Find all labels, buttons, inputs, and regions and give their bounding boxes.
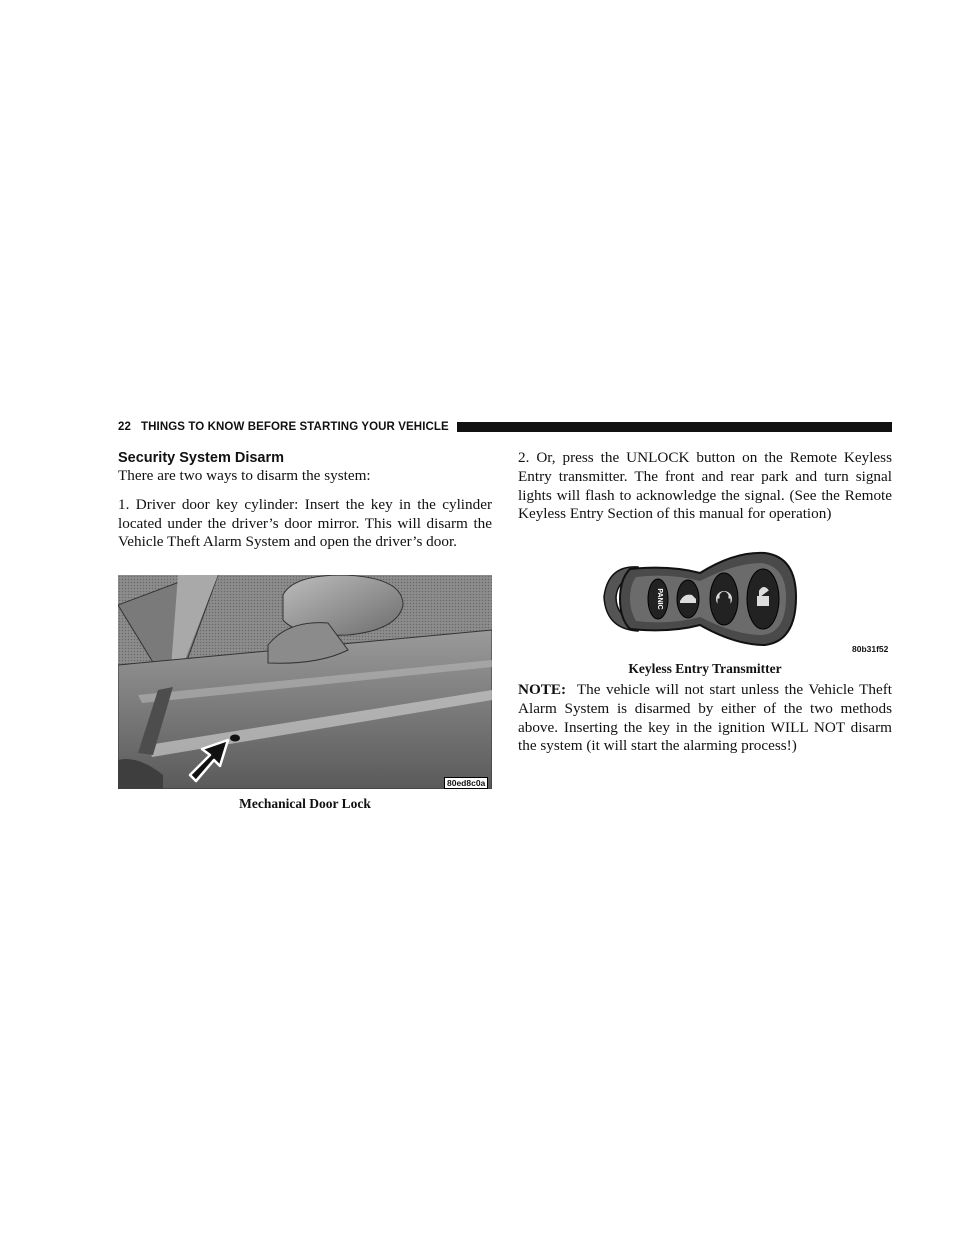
note-paragraph [518,681,892,756]
keyless-entry-transmitter-illustration [600,549,800,649]
fob-figure-caption: Keyless Entry Transmitter [628,661,782,676]
intro-paragraph: There are two ways to disarm the system: [118,467,371,484]
left-column [118,449,492,552]
page-number: 22 [118,421,131,433]
unlock-icon [758,588,768,605]
section-heading: Security System Disarm [118,450,285,466]
panic-label: PANIC [656,588,663,610]
note-text: The vehicle will not start unless the Vehicle Theft Alarm System is disarmed by either of the two methods above. Inserting the key in the ignition WILL NOT disarm the system (it will start the alarming process!) [518,681,892,755]
header-rule [457,422,892,432]
step-2-paragraph: 2. Or, press the UNLOCK button on the Remote Keyless Entry transmitter. The front and rear park and turn signal lights will flash to acknowledge the signal. (See the Remote Keyless Entry Section of this manual for operation) [518,449,892,523]
door-figure-caption: Mechanical Door Lock [239,796,371,811]
door-figure-code: 80ed8c0a [444,777,488,789]
mechanical-door-lock-illustration [118,575,492,789]
right-column [518,449,892,524]
step-1-paragraph: 1. Driver door key cylinder: Insert the key in the cylinder located under the driver’s door mirror. This will disarm the Vehicle Theft Alarm System and open the driver’s door. [118,495,492,551]
page-header [118,418,892,436]
fob-figure-code: 80b31f52 [852,644,889,654]
section-title: THINGS TO KNOW BEFORE STARTING YOUR VEHICLE [141,421,449,433]
note-label: NOTE: [518,681,567,698]
